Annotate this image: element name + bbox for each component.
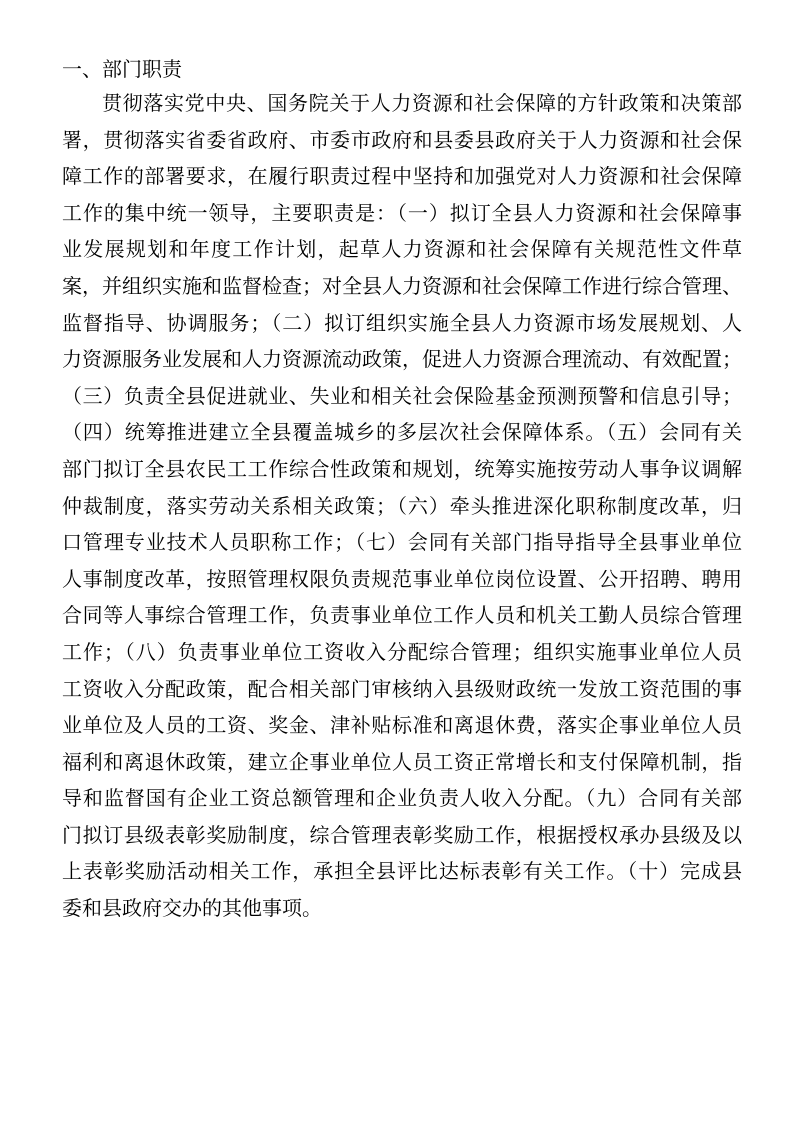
paragraph-line: 业发展规划和年度工作计划，起草人力资源和社会保障有关规范性文件草 <box>62 237 742 262</box>
section-heading: 一、部门职责 <box>62 57 182 81</box>
paragraph-line: 案，并组织实施和监督检查；对全县人力资源和社会保障工作进行综合管理、 <box>62 273 742 298</box>
paragraph-line: 门拟订县级表彰奖励制度，综合管理表彰奖励工作，根据授权承办县级及以 <box>62 822 742 847</box>
paragraph-line: 监督指导、协调服务；（二）拟订组织实施全县人力资源市场发展规划、人 <box>62 310 742 335</box>
paragraph-line: 委和县政府交办的其他事项。 <box>62 896 322 921</box>
paragraph-line: 上表彰奖励活动相关工作，承担全县评比达标表彰有关工作。（十）完成县 <box>62 859 742 884</box>
paragraph-line: （四）统筹推进建立全县覆盖城乡的多层次社会保障体系。（五）会同有关 <box>62 420 742 445</box>
paragraph-line: 部门拟订全县农民工工作综合性政策和规划，统筹实施按劳动人事争议调解 <box>62 456 742 481</box>
paragraph-line: 合同等人事综合管理工作，负责事业单位工作人员和机关工勤人员综合管理 <box>62 603 742 628</box>
duties-paragraph <box>62 85 742 927</box>
paragraph-line: 工作；（八）负责事业单位工资收入分配综合管理；组织实施事业单位人员 <box>62 639 742 664</box>
paragraph-line: 障工作的部署要求，在履行职责过程中坚持和加强党对人力资源和社会保障 <box>62 164 742 189</box>
paragraph-line: （三）负责全县促进就业、失业和相关社会保险基金预测预警和信息引导； <box>62 383 742 408</box>
paragraph-line: 工资收入分配政策，配合相关部门审核纳入县级财政统一发放工资范围的事 <box>62 676 742 701</box>
paragraph-line: 福利和离退休政策，建立企事业单位人员工资正常增长和支付保障机制，指 <box>62 749 742 774</box>
paragraph-line: 口管理专业技术人员职称工作；（七）会同有关部门指导指导全县事业单位 <box>62 530 742 555</box>
paragraph-line: 力资源服务业发展和人力资源流动政策，促进人力资源合理流动、有效配置； <box>62 347 742 372</box>
paragraph-line: 业单位及人员的工资、奖金、津补贴标准和离退休费，落实企事业单位人员 <box>62 713 742 738</box>
paragraph-line: 仲裁制度，落实劳动关系相关政策；（六）牵头推进深化职称制度改革，归 <box>62 493 742 518</box>
paragraph-line: 工作的集中统一领导，主要职责是：（一）拟订全县人力资源和社会保障事 <box>62 200 742 225</box>
paragraph-line: 人事制度改革，按照管理权限负责规范事业单位岗位设置、公开招聘、聘用 <box>62 566 742 591</box>
paragraph-line: 导和监督国有企业工资总额管理和企业负责人收入分配。（九）合同有关部 <box>62 786 742 811</box>
paragraph-line: 贯彻落实党中央、国务院关于人力资源和社会保障的方针政策和决策部 <box>102 91 742 115</box>
paragraph-line: 署，贯彻落实省委省政府、市委市政府和县委县政府关于人力资源和社会保 <box>62 127 742 152</box>
